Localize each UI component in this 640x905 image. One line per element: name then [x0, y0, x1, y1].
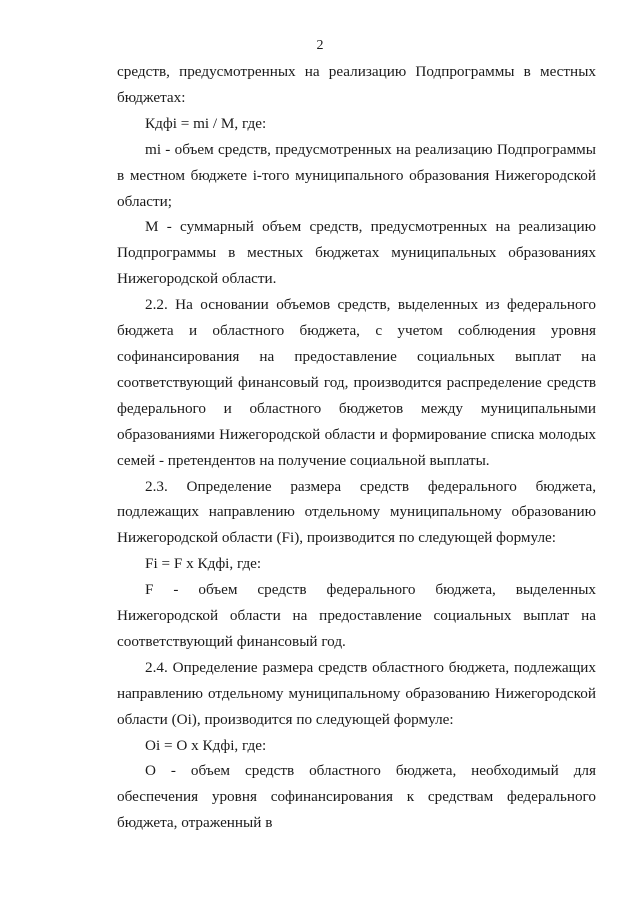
page-number: 2 — [316, 38, 324, 53]
paragraph-o-definition: O - объем средств областного бюджета, необходимый для обеспечения уровня софинансирования к средствам федерального бюджета, отраженный в — [117, 762, 596, 832]
paragraph-continuation: средств, предусмотренных на реализацию Подпрограммы в местных бюджетах: — [117, 63, 596, 106]
document-body — [117, 59, 596, 836]
paragraph-mi-definition: mi - объем средств, предусмотренных на реализацию Подпрограммы в местном бюджете i-того муниципального образования Нижегородской области; — [117, 140, 596, 210]
paragraph-2-4: 2.4. Определение размера средств областного бюджета, подлежащих направлению отдельному муниципальному образованию Нижегородской области (Oi), производится по следующей формуле: — [117, 658, 596, 728]
paragraph-2-3: 2.3. Определение размера средств федерального бюджета, подлежащих направлению отдельному муниципальному образованию Нижегородской области (Fi), производится по следующей формуле: — [117, 477, 596, 547]
formula-fi: Fi = F x Кдфi, где: — [145, 555, 262, 573]
formula-oi: Oi = O x Кдфi, где: — [145, 736, 267, 754]
paragraph-f-definition: F - объем средств федерального бюджета, выделенных Нижегородской области на предоставление социальных выплат на соответствующий финансовый год. — [117, 581, 596, 650]
paragraph-m-definition: M - суммарный объем средств, предусмотренных на реализацию Подпрограммы в местных бюджетах муниципальных образованиях Нижегородской области. — [117, 218, 596, 288]
paragraph-2-2: 2.2. На основании объемов средств, выделенных из федерального бюджета и областного бюджета, с учетом соблюдения уровня софинансирования на предоставление социальных выплат на соответствующий финансовый год, производится распределение средств федерального и областного бюджетов между муниципальными образованиями Нижегородской области и формирование списка молодых семей - претендентов на получение социальной выплаты. — [117, 296, 596, 469]
formula-kdf: Кдфi = mi / M, где: — [145, 114, 267, 132]
